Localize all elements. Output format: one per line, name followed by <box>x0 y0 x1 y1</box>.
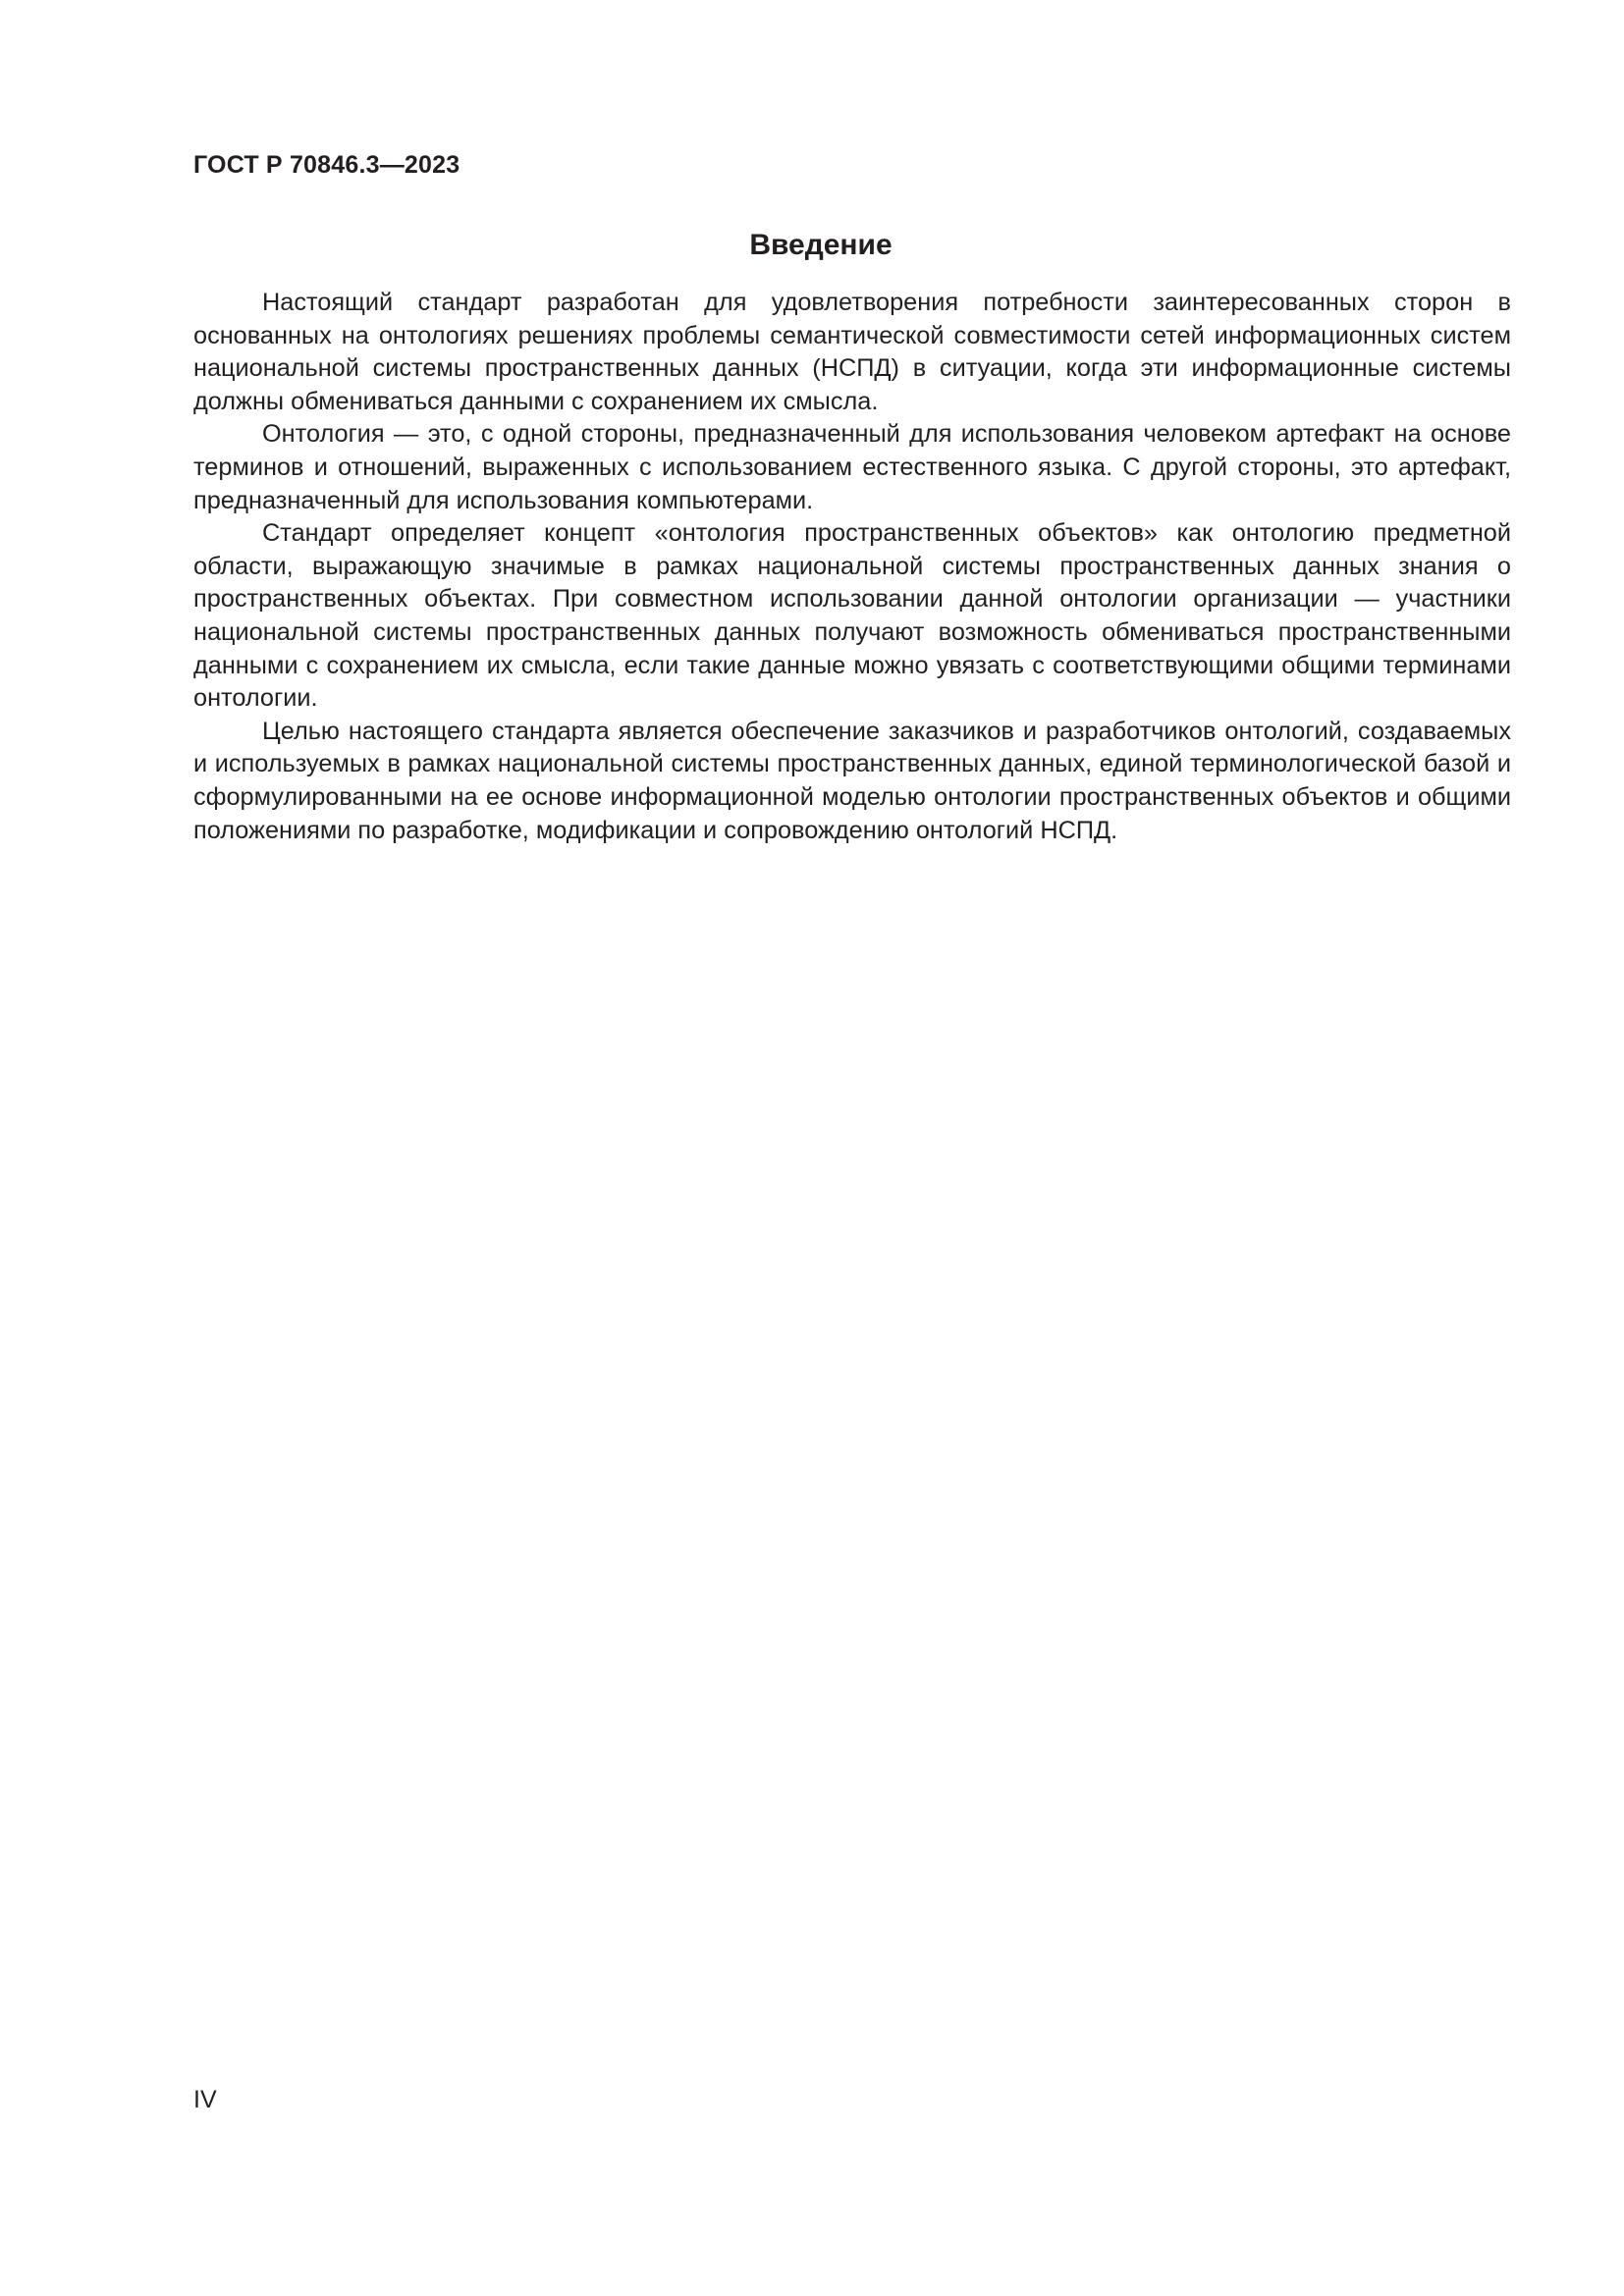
paragraph: Онтология — это, с одной стороны, предназначенный для использования человеком артефакт на основе терминов и отношений, выраженных с использованием естественного языка. С другой стороны, это артефакт, предназначенный для использования компьютерами. <box>193 420 1511 514</box>
paragraph: Целью настоящего стандарта является обеспечение заказчиков и разработчиков онтологий, создаваемых и используемых в рамках национальной системы пространственных данных, единой терминологической базой и сформулированными на ее основе информационной моделью онтологии пространственных объектов и общими положениями по разработке, модификации и сопровождению онтологий НСПД. <box>193 717 1511 844</box>
document-code: ГОСТ Р 70846.3—2023 <box>193 151 460 179</box>
section-title: Введение <box>749 229 893 261</box>
paragraph: Настоящий стандарт разработан для удовлетворения потребности заинтересованных сторон в основанных на онтологиях решениях проблемы семантической совместимости сетей информационных систем национальной системы пространственных данных (НСПД) в ситуации, когда эти информационные системы должны обмениваться данными с сохранением их смысла. <box>193 289 1511 415</box>
body-text <box>193 287 1511 847</box>
page-number: IV <box>193 2086 217 2113</box>
paragraph: Стандарт определяет концепт «онтология пространственных объектов» как онтологию предметной области, выражающую значимые в рамках национальной системы пространственных данных знания о пространственных объектах. При совместном использовании данной онтологии организации — участники национальной системы пространственных данных получают возможность обмениваться пространственными данными с сохранением их смысла, если такие данные можно увязать с соответствующими общими терминами онтологии. <box>193 519 1511 713</box>
